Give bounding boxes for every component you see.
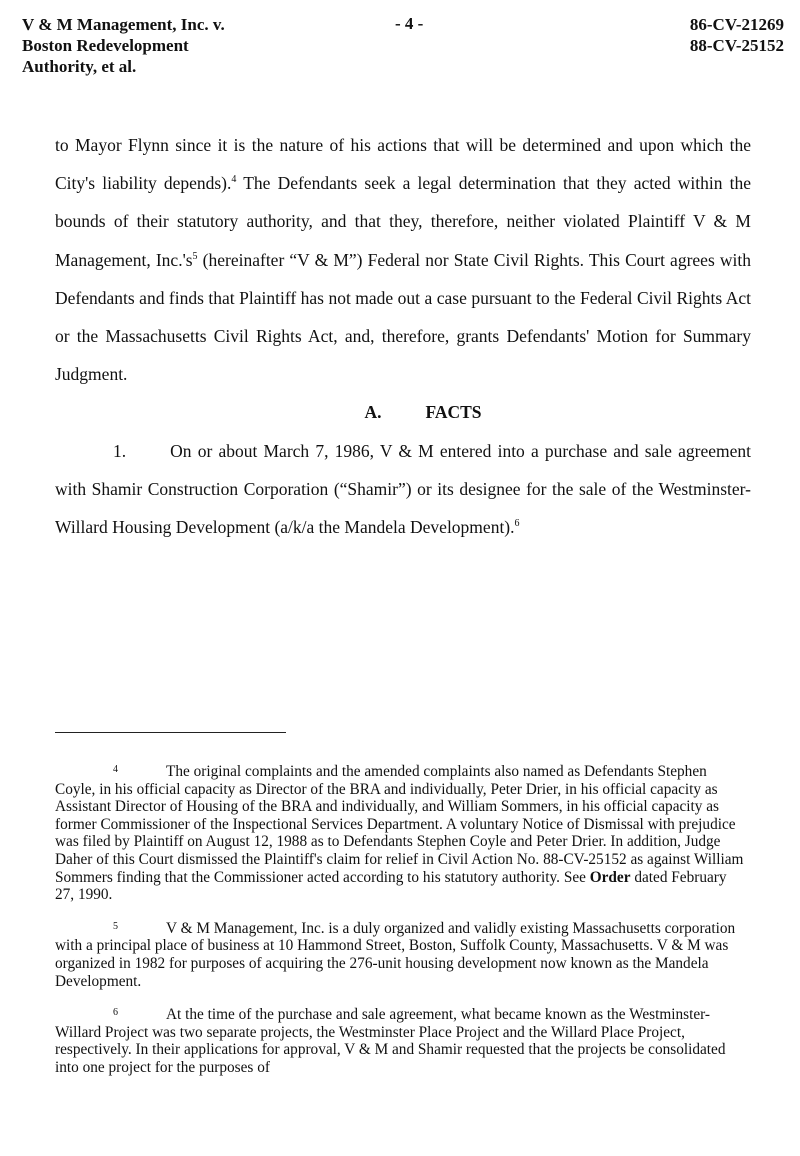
case-caption [22,14,225,77]
footnote-text: dated February 27, 1990. [55,868,727,904]
footnote-ref[interactable]: 5 [192,250,198,262]
paragraph-text: On or about March 7, 1986, V & M entered into a purchase and sale agreement with Shamir Construction Corporation (“Shamir”) or its designee for the sale of the Westminster-Willard Housing Development (a/k/a the Mandela Development). [55,440,751,538]
footnote: 6 At the time of the purchase and sale agreement, what became known as the Westminster-Willard Project was two separate projects, the Westminster Place Project and the Willard Place Project, respectively. In their applications for approval, V & M and Shamir requested that the projects be consolidated into one project for the purposes of [55,1006,726,1076]
page-header [22,14,784,84]
docket-number: 88-CV-25152 [689,36,784,55]
paragraph-text: (hereinafter “V & M”) Federal nor State Civil Rights. This Court agrees with Defendants and finds that Plaintiff has not made out a case pursuant to the Federal Civil Rights Act or the Massachusetts Civil Rights Act, and, therefore, grants Defendants' Motion for Summary Judgment. [55,249,751,385]
paragraph-text: The Defendants seek a legal determination that they acted within the bounds of their statutory authority, and that they, therefore, neither violated Plaintiff V & M Management, Inc.'s [55,173,751,270]
footnote-text: At the time of the purchase and sale agreement, what became known as the Westminster-Willard Project was two separate projects, the Westminster Place Project and the Willard Place Project, respectively. In their applications for approval, V & M and Shamir requested that the projects be consolidated into one project for the purposes of [55,1006,726,1076]
item-number: 1. [113,440,127,461]
page-number: - 4 - [395,14,424,33]
footnote: 5 V & M Management, Inc. is a duly organized and validly existing Massachusetts corporation with a principal place of business at 10 Hammond Street, Boston, Suffolk County, Massachusetts. V & M was organized in 1982 for purposes of acquiring the 276-unit housing development now known as the Mandela Development. [55,919,736,990]
paragraph-text: to Mayor Flynn since it is the nature of his actions that will be determined and upon which the City's liability depends). [55,135,751,194]
section-title: FACTS [425,402,482,423]
body-paragraph [55,126,751,393]
footnote-ref[interactable]: 4 [231,174,237,186]
footnote: 4 The original complaints and the amended complaints also named as Defendants Stephen Coyle, in his official capacity as Director of the BRA and individually, Peter Drier, in his official capacity as Assistant Director of Housing of the BRA and individually, and William Sommers, in his official capacity as former Commissioner of the Inspectional Services Department. A voluntary Notice of Dismissal with prejudice was filed by Plaintiff on August 12, 1988 as to Defendants Stephen Coyle and Peter Drier. In addition, Judge Daher of this Court dismissed the Plaintiff's claim for relief in Civil Action No. 88-CV-25152 as against William Sommers finding that the Commissioner acted according to his statutory authority. See Order dated February 27, 1990. [55,763,744,904]
main-body [55,126,751,546]
section-letter: A. [364,402,382,423]
numbered-paragraph [55,432,751,547]
docket-number: 86-CV-21269 [689,15,784,34]
caption-line: V & M Management, Inc. v. [22,15,225,34]
docket-numbers [690,14,784,56]
footnote-text: V & M Management, Inc. is a duly organized and validly existing Massachusetts corporation with a principal place of business at 10 Hammond Street, Boston, Suffolk County, Massachusetts. V & M was organized in 1982 for purposes of acquiring the 276-unit housing development now known as the Mandela Development. [55,919,736,990]
footnote-bold-text: Order [589,868,631,886]
section-heading [55,393,751,431]
caption-line: Authority, et al. [22,57,137,76]
footnote-divider [55,732,286,733]
footnote-text: The original complaints and the amended complaints also named as Defendants Stephen Coyle, in his official capacity as Director of the BRA and individually, Peter Drier, in his official capacity as Assistant Director of Housing of the BRA and individually, and William Sommers, in his official capacity as former Commissioner of the Inspectional Services Department. A voluntary Notice of Dismissal with prejudice was filed by Plaintiff on August 12, 1988 as to Defendants Stephen Coyle and Peter Drier. In addition, Judge Daher of this Court dismissed the Plaintiff's claim for relief in Civil Action No. 88-CV-25152 as against William Sommers finding that the Commissioner acted according to his statutory authority. See [55,763,744,886]
caption-line: Boston Redevelopment [22,36,189,55]
footnotes [55,763,745,1093]
footnote-ref[interactable]: 6 [514,518,520,530]
